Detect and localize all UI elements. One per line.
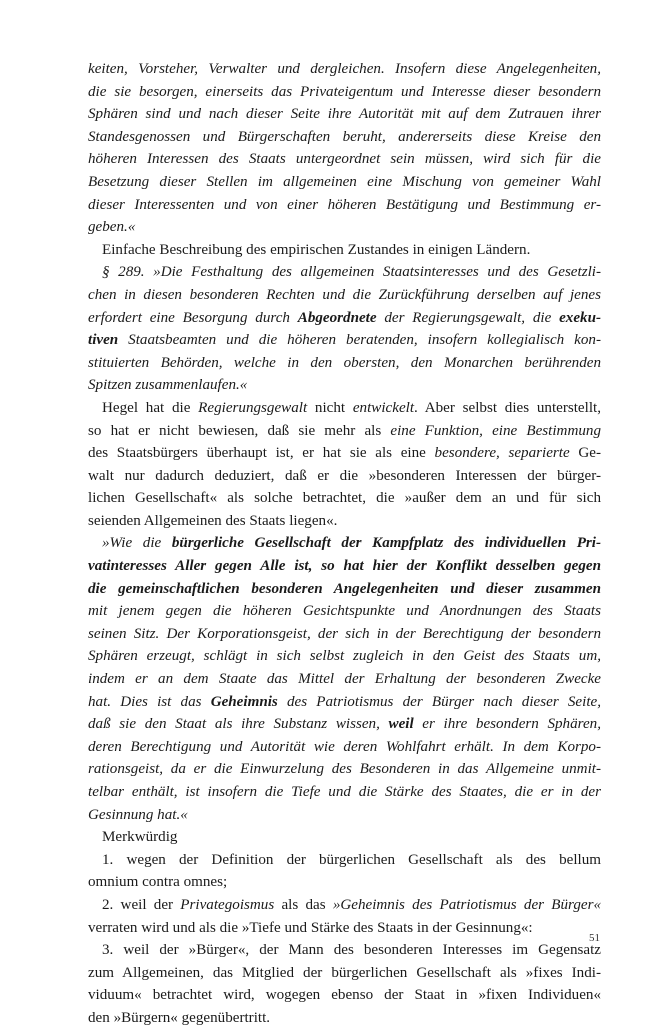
text-segment: Geheimnis (210, 693, 278, 710)
text-segment: Sphären erzeugt, schlägt in sich selbst zugleich in den Geist des Staats um, (88, 648, 601, 665)
text-line (88, 1007, 601, 1030)
text-line (88, 849, 601, 872)
text-segment: stituierten Behörden, welche in den obersten, den Monarchen berührenden (88, 354, 601, 371)
text-line (88, 352, 601, 375)
text-segment: lichen Gesellschaft« als solche betrachtet, die »außer dem an und für sich (88, 490, 601, 507)
text-segment: eine Funktion, eine Bestimmung (390, 422, 601, 439)
text-line (88, 939, 601, 962)
text-segment: chen in diesen besonderen Rechten und die Zurückführung derselben auf jenes (88, 286, 601, 303)
text-segment: exeku- (559, 309, 601, 326)
text-segment: verraten wird und als die »Tiefe und Stärke des Staats in der Gesinnung«: (88, 919, 533, 936)
text-segment: erfordert eine Besorgung durch (88, 309, 298, 326)
text-line (88, 329, 601, 352)
text-segment: die sie besorgen, einerseits das Privateigentum und Interesse dieser besondern (88, 83, 601, 100)
text-line (88, 374, 601, 397)
page-body (88, 58, 601, 1030)
text-segment: § 289. »Die Festhaltung des allgemeinen Staatsinteresses und des Gesetzli- (102, 264, 601, 281)
text-segment: als das (274, 896, 333, 913)
text-segment: »Geheimnis des Patriotismus der Bürger« (332, 896, 601, 913)
text-segment: Staatsbeamten und die höheren beratenden, insofern kollegialisch kon- (118, 332, 601, 349)
text-segment: seinen Sitz. Der Korporationsgeist, der sich in der Berechtigung der besondern (88, 625, 601, 642)
text-segment: geben.« (88, 219, 136, 236)
text-segment: keiten, Vorsteher, Verwalter und dergleichen. Insofern diese Angelegenheiten, (88, 61, 601, 77)
text-segment: seienden Allgemeinen des Staats liegen«. (88, 512, 338, 529)
text-segment: indem er an dem Staate das Mittel der Erhaltung der besonderen Zwecke (88, 671, 601, 688)
text-line (88, 645, 601, 668)
text-segment: Privategoismus (180, 896, 275, 913)
text-segment: Regierungsgewalt (198, 399, 308, 416)
text-segment: daß sie den Staat als ihre Substanz wissen, (88, 716, 389, 733)
text-line (88, 532, 601, 555)
text-segment: nicht (307, 399, 353, 416)
text-segment: . Aber selbst dies unterstellt, (414, 399, 601, 416)
text-line (88, 871, 601, 894)
text-segment: entwickelt (352, 399, 415, 416)
text-segment: Spitzen zusammenlaufen.« (88, 377, 248, 394)
text-line (88, 420, 601, 443)
text-line (88, 261, 601, 284)
text-line (88, 713, 601, 736)
text-line (88, 623, 601, 646)
text-line (88, 194, 601, 217)
text-line (88, 510, 601, 533)
text-segment: er ihre besondern Sphären, (413, 716, 601, 733)
text-segment: Besetzung dieser Stellen im allgemeinen eine Mischung von gemeiner Wahl (88, 173, 601, 190)
text-line (88, 555, 601, 578)
text-line (88, 216, 601, 239)
text-segment: vatinteresses Aller gegen Alle ist, so hat hier der Konflikt desselben gegen (88, 558, 601, 575)
text-segment: omnium contra omnes; (88, 874, 228, 891)
text-line (88, 691, 601, 714)
text-segment: weil (388, 716, 414, 733)
text-line (88, 736, 601, 759)
text-segment: deren Berechtigung und Autorität wie deren Wohlfahrt erhält. In dem Korpo- (88, 738, 601, 755)
text-segment: Hegel hat die (102, 399, 199, 416)
text-line (88, 442, 601, 465)
text-line (88, 284, 601, 307)
text-segment: Abgeordnete (297, 309, 377, 326)
text-line (88, 239, 601, 262)
text-line (88, 984, 601, 1007)
text-line (88, 962, 601, 985)
text-line (88, 917, 601, 940)
text-line (88, 487, 601, 510)
text-segment: den »Bürgern« gegenübertritt. (88, 1009, 271, 1026)
text-segment: Ge- (569, 445, 601, 462)
text-line (88, 103, 601, 126)
page-number: 51 (589, 932, 600, 944)
text-line (88, 397, 601, 420)
text-segment: 3. weil der »Bürger«, der Mann des besonderen Interesses im Gegensatz (102, 942, 601, 959)
text-segment: des Staatsbürgers überhaupt ist, er hat sie als eine (88, 445, 435, 462)
text-line (88, 148, 601, 171)
text-line (88, 171, 601, 194)
text-segment: 2. weil der (102, 896, 181, 913)
text-line (88, 81, 601, 104)
text-segment: »Wie die (102, 535, 172, 552)
text-segment: Sphären sind und nach dieser Seite ihre Autorität mit auf dem Zutrauen ihrer (88, 106, 601, 123)
text-segment: telbar enthält, ist insofern die Tiefe und die Stärke des Staates, die er in der (88, 784, 601, 800)
text-segment: mit jenem gegen die höheren Gesichtspunkte und Anordnungen des Staats (88, 603, 601, 620)
text-segment: Merkwürdig (102, 829, 178, 846)
text-segment: dieser Interessenten und von einer höheren Bestätigung und Bestimmung er- (88, 196, 601, 213)
text-line (88, 578, 601, 601)
text-line (88, 826, 601, 849)
text-line (88, 668, 601, 691)
text-line (88, 758, 601, 781)
text-segment: des Patriotismus der Bürger nach dieser Seite, (277, 693, 601, 710)
text-segment: der Regierungsgewalt, die (376, 309, 560, 326)
text-segment: Einfache Beschreibung des empirischen Zustandes in einigen Ländern. (102, 241, 531, 258)
text-line (88, 600, 601, 623)
text-line (88, 126, 601, 149)
text-segment: besondere, separierte (434, 445, 570, 462)
text-segment: viduum« betrachtet wird, wogegen ebenso der Staat in »fixen Individuen« (88, 987, 601, 1004)
text-segment: zum Allgemeinen, das Mitglied der bürgerlichen Gesellschaft als »fixes Indi- (88, 964, 601, 981)
text-line (88, 58, 601, 81)
text-segment: walt nur dadurch deduziert, daß er die »besonderen Interessen der bürger- (88, 467, 601, 484)
text-line (88, 894, 601, 917)
text-segment: höheren Interessen des Staats untergeordnet sein müssen, wird sich für die (88, 151, 601, 168)
text-segment: so hat er nicht bewiesen, daß sie mehr als (88, 422, 391, 439)
text-segment: Gesinnung hat.« (88, 806, 188, 823)
text-line (88, 781, 601, 804)
text-line (88, 465, 601, 488)
text-segment: Standesgenossen und Bürgerschaften beruht, andererseits diese Kreise den (88, 128, 601, 145)
text-segment: bürgerliche Gesellschaft der Kampfplatz des individuellen Pri- (171, 535, 602, 552)
text-segment: hat. Dies ist das (88, 693, 211, 710)
text-segment: die gemeinschaftlichen besonderen Angelegenheiten und dieser zusammen (88, 580, 601, 597)
text-line (88, 307, 601, 330)
text-segment: rationsgeist, da er die Einwurzelung des Besonderen in das Allgemeine unmit- (88, 761, 601, 778)
text-segment: 1. wegen der Definition der bürgerlichen Gesellschaft als des bellum (102, 851, 601, 868)
text-line (88, 804, 601, 827)
text-segment: tiven (88, 332, 119, 349)
